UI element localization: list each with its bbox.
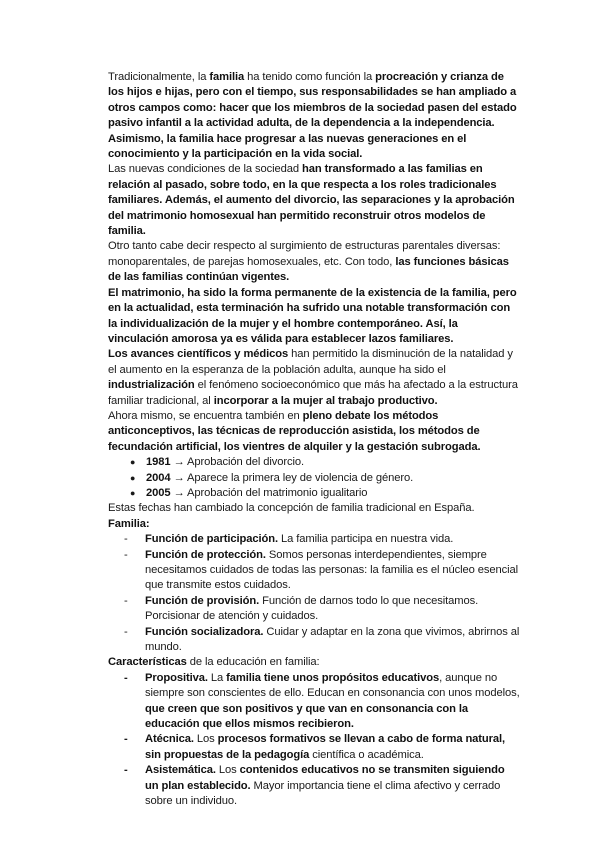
list-item (108, 732, 520, 763)
characteristic-title: Atécnica. (145, 733, 194, 746)
text: han permitido la disminución de la natalidad y el aumento en la esperanza de la población adulta, aunque ha sido el (108, 348, 513, 376)
year: 2004 (146, 471, 171, 484)
text: La familia participa en nuestra vida. (278, 533, 454, 546)
function-title: Función socializadora. (145, 625, 264, 638)
text: el fenómeno socioeconómico que más ha afectado a la estructura familiar tradicional, al (108, 379, 518, 407)
text: La (207, 671, 227, 684)
characteristics-list (108, 671, 520, 810)
text: ha tenido como función la (244, 71, 376, 83)
characteristic-title: Asistemática. (145, 764, 216, 777)
bold-text: que creen que son positivos y que van en consonancia con la educación que ellos mismos recibieron. (145, 702, 468, 731)
list-item (108, 625, 520, 656)
list-item (108, 548, 520, 594)
paragraph-dates-summary: Estas fechas han cambiado la concepción de familia tradicional en España. (108, 502, 475, 515)
bold-text: procreación y crianza de los hijos e hijas, pero con el tiempo, sus responsabilidades se han ampliado a otros campos como: hacer que los miembros de la sociedad pasen del estado pasivo infantil a la actividad adulta, de la dependencia a la independencia. Asimismo, la familia hace progresar a las nuevas generaciones en el conocimiento y la participación en la vida social. (108, 71, 517, 161)
bold-text: procesos formativos se llevan a cabo de forma natural, sin propuestas de la pedagogía (145, 733, 506, 761)
function-title: Función de participación. (145, 533, 279, 546)
year: 1981 (146, 456, 171, 469)
text: Otro tanto cabe decir respecto al surgimiento de estructuras parentales diversas: monoparentales, de parejas homosexuales, etc. Con todo, (108, 240, 501, 268)
bold-text: El matrimonio, ha sido la forma permanente de la existencia de la familia, pero en la actualidad, esta terminación ha sufrido una notable transformación con la individualización de la mujer y el hombre contemporáneo. Así, la vinculación amorosa ya es válida para establecer lazos familiares. (108, 286, 517, 345)
text: → Aprobación del divorcio. (170, 456, 304, 469)
bold-text: las funciones básicas de las familias continúan vigentes. (108, 255, 509, 284)
bold-text: familia tiene unos propósitos educativos (226, 671, 440, 684)
list-item (108, 486, 520, 501)
text: Los (193, 733, 218, 746)
list-item (108, 763, 520, 809)
text: Tradicionalmente, la (108, 71, 210, 83)
paragraph-conditions (108, 162, 520, 239)
document-page (108, 70, 520, 810)
text: → Aprobación del matrimonio igualitario (170, 486, 368, 499)
function-title: Función de protección. (145, 548, 266, 561)
bold-text: familia (209, 71, 245, 83)
paragraph-structures (108, 239, 520, 285)
text: científica o académica. (309, 748, 424, 761)
paragraph-debate (108, 409, 520, 455)
dates-list (108, 455, 520, 501)
list-item (108, 594, 520, 625)
year: 2005 (146, 486, 171, 499)
function-title: Función de provisión. (145, 594, 260, 607)
text: Función de darnos todo lo que necesitamos. Porcisionar de atención y cuidados. (145, 594, 479, 623)
paragraph-advances (108, 347, 520, 409)
heading-caracteristicas (108, 655, 520, 670)
text: Ahora mismo, se encuentra también en (108, 409, 303, 422)
text: Mayor importancia tiene el clima afectivo y cerrado sobre un individuo. (145, 779, 501, 808)
list-item (108, 671, 520, 733)
bold-text: pleno debate los métodos anticonceptivos, las técnicas de reproducción asistida, los métodos de fecundación artificial, los vientres de alquiler y la gestación subrogada. (108, 409, 481, 453)
text: Somos personas interdependientes, siempre necesitamos cuidados de todas las personas: la familia es el núcleo esencial que transmite estos cuidados. (145, 548, 518, 592)
bold-text: industrialización (108, 379, 195, 392)
text: Los (215, 764, 240, 777)
heading-familia (108, 517, 520, 532)
text: de la educación en familia: (186, 656, 320, 669)
functions-list (108, 532, 520, 655)
text: Cuidar y adaptar en la zona que vivimos, abrirnos al mundo. (145, 625, 520, 654)
list-item (108, 471, 520, 486)
text: Las nuevas condiciones de la sociedad (108, 163, 302, 176)
bold-text: Características (108, 656, 187, 669)
characteristic-title: Propositiva. (145, 671, 208, 684)
bold-text: han transformado a las familias en relación al pasado, sobre todo, en la que respecta a los roles tradicionales familiares. Además, el aumento del divorcio, las separaciones y la aprobación del matrimonio homosexual han permitido reconstruir otros modelos de familia. (108, 163, 515, 238)
bold-text: Los avances científicos y médicos (108, 348, 289, 361)
bold-text: incorporar a la mujer al trabajo productivo. (213, 394, 438, 407)
paragraph-intro (108, 70, 520, 162)
bold-text: contenidos educativos no se transmiten siguiendo un plan establecido. (145, 764, 505, 792)
list-item (108, 532, 520, 547)
paragraph-marriage (108, 286, 520, 348)
text: → Aparece la primera ley de violencia de género. (170, 471, 414, 484)
list-item (108, 455, 520, 470)
bold-text: Familia: (108, 517, 150, 530)
text: , aunque no siempre son conscientes de ello. Educan en consonancia con unos modelos, (145, 671, 520, 700)
